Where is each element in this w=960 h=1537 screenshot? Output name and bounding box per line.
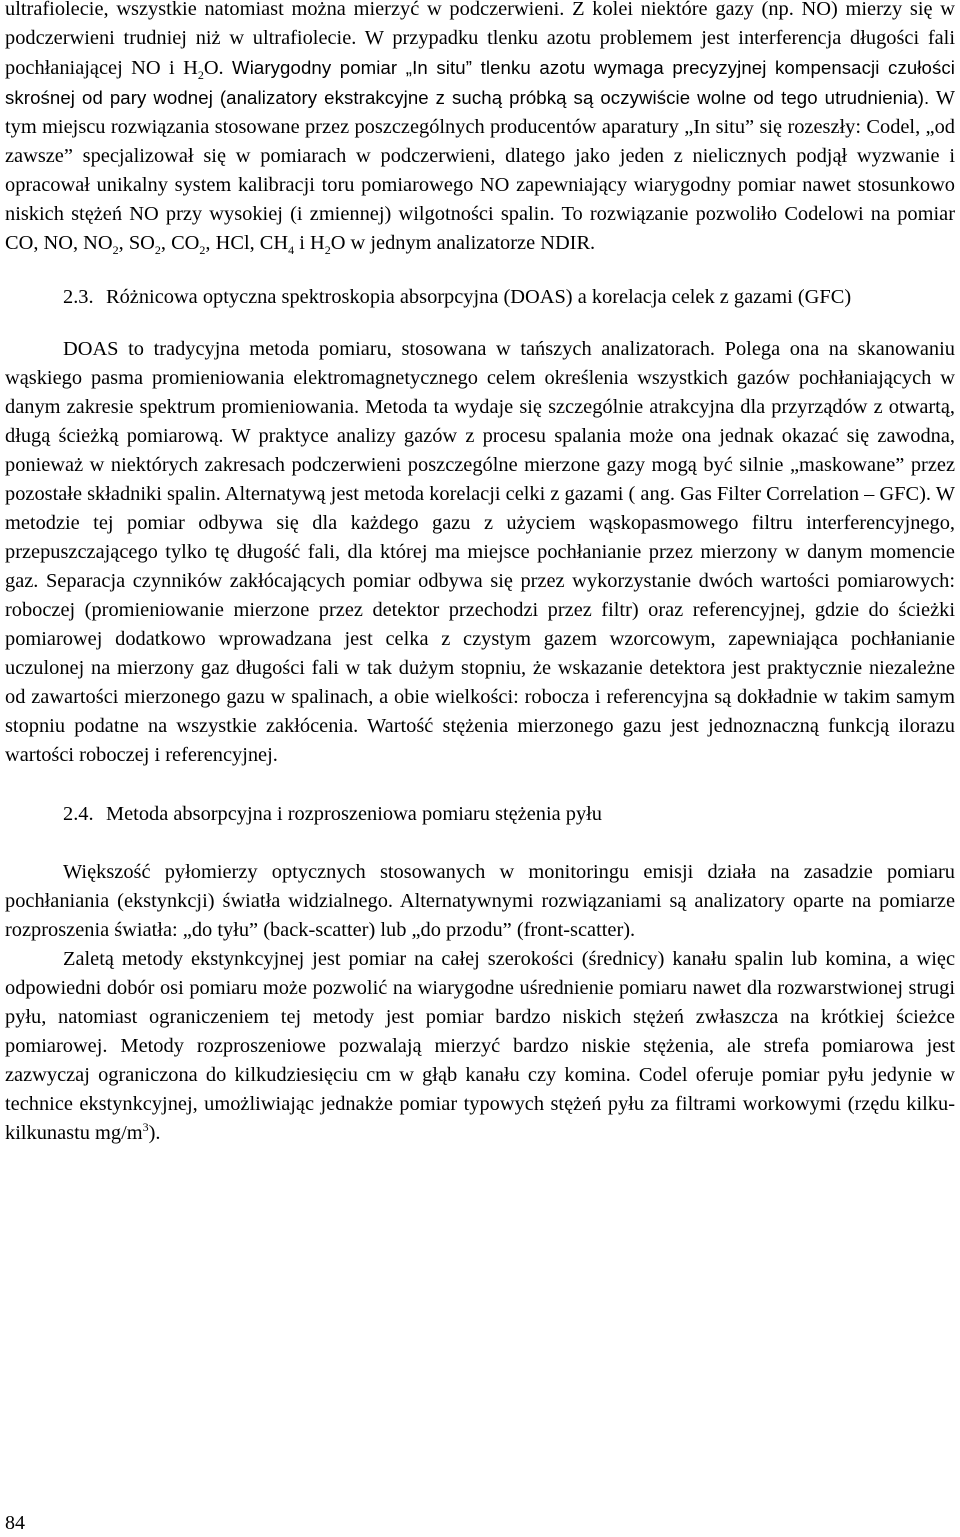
superscript: 3: [142, 1120, 149, 1134]
section-number: 2.4.: [63, 803, 94, 825]
section-title: Różnicowa optyczna spektroskopia absorpcyjna (DOAS) a korelacja celek z gazami (GFC): [106, 286, 852, 308]
spacer: [5, 770, 955, 800]
subscript: 2: [199, 243, 206, 257]
subscript: 2: [324, 243, 331, 257]
section-title: Metoda absorpcyjna i rozproszeniowa pomiaru stężenia pyłu: [106, 803, 603, 825]
section-number: 2.3.: [63, 286, 94, 308]
paragraph-text: O w jednym analizatorze NDIR.: [330, 232, 596, 254]
paragraph-dust-methods: Większość pyłomierzy optycznych stosowanych w monitoringu emisji działa na zasadzie pomiaru pochłaniania (ekstynkcji) światła widzialnego. Alternatywnymi rozwiązaniami są analizatory oparte na pomiarze rozproszenia światła: „do tyłu” (back-scatter) lub „do przodu” (front-scatter).: [5, 861, 955, 941]
spacer: [5, 258, 955, 283]
spacer: [5, 829, 955, 858]
page-number: 84: [5, 1512, 25, 1534]
paragraph-text: Zaletą metody ekstynkcyjnej jest pomiar na całej szerokości (średnicy) kanału spalin lub komina, a więc odpowiedni dobór osi pomiaru może pozwolić na wiarygodne uśrednienie pomiaru nawet dla rozwarstwionej strugi pyłu, natomiast ograniczeniem tej metody jest pomiar bardzo niskich stężeń zwłaszcza na krótkiej ścieżce pomiarowej. Metody rozproszeniowe pozwalają mierzyć bardzo niskie stężenia, ale strefa pomiarowa jest zazwyczaj ograniczona do kilkudziesięciu cm w głąb kanału czy komina. Codel oferuje pomiar pyłu jedynie w technice ekstynkcyjnej, umożliwiając jednakże pomiar typowych stężeń pyłu za filtrami workowymi (rzędu kilku-kilkunastu mg/m: [5, 948, 955, 1144]
paragraph-text-sans: Wiarygodny pomiar „In situ” tlenku azotu wymaga precyzyjnej kompensacji czułości skrośnej od pary wodnej (analizatory ekstrakcyjne z suchą próbką są oczywiście wolne od tego utrudnienia).: [5, 57, 955, 108]
paragraph-text: O.: [203, 57, 233, 79]
spacer: [5, 312, 955, 335]
subscript: 4: [288, 243, 295, 257]
paragraph-text: , CO: [160, 232, 200, 254]
paragraph-text: ).: [148, 1122, 161, 1144]
paragraph-text: , HCl, CH: [205, 232, 289, 254]
document-page: [5, 0, 955, 1148]
paragraph-extinction: [5, 945, 955, 1148]
subscript: 2: [197, 68, 204, 82]
paragraph-text: W tym miejscu rozwiązania stosowane przez poszczególnych producentów aparatury „In situ” się rozeszły: Codel, „od zawsze” specjalizował się w pomiarach w podczerwieni, dlatego jako jeden z nielicznych podjął wyzwanie i opracował unikalny system kalibracji toru pomiarowego NO zapewniający wiarygodny pomiar nawet stosunkowo niskich stężeń NO przy wysokiej (i zmiennej) wilgotności spalin. To rozwiązanie pozwoliło Codelowi na pomiar CO, NO, NO: [5, 87, 955, 254]
section-heading-2-3: [5, 283, 955, 312]
paragraph-text: , SO: [118, 232, 155, 254]
section-heading-2-4: [5, 800, 955, 829]
paragraph-text: ultrafiolecie, wszystkie natomiast można mierzyć w podczerwieni. Z kolei niektóre gazy (np. NO) mierzy się w podczerwieni trudniej niż w ultrafiolecie. W przypadku tlenku azotu problemem jest interferencja długości fali pochłaniającej NO i H: [5, 0, 955, 79]
paragraph-text: i H: [294, 232, 325, 254]
subscript: 2: [112, 243, 119, 257]
paragraph-doas: DOAS to tradycyjna metoda pomiaru, stosowana w tańszych analizatorach. Polega ona na skanowaniu wąskiego pasma promieniowania elektromagnetycznego celem określenia wszystkich gazów pochłaniających w danym zakresie spektrum promieniowania. Metoda ta wydaje się szczególnie atrakcyjna dla przyrządów z otwartą, długą ścieżką pomiarową. W praktyce analizy gazów z procesu spalania może ona jednak okazać się zawodna, ponieważ w niektórych zakresach podczerwieni poszczególne mierzone gazy mogą być silnie „maskowane” przez pozostałe składniki spalin. Alternatywą jest metoda korelacji celki z gazami ( ang. Gas Filter Correlation – GFC). W metodzie tej pomiar odbywa się dla każdego gazu z użyciem wąskopasmowego filtru interferencyjnego, przepuszczającego tylko tę długość fali, dla której ma miejsce pochłanianie przez mierzony w danym momencie gaz. Separacja czynników zakłócających pomiar odbywa się przez wykorzystanie dwóch wartości pomiarowych: roboczej (promieniowanie mierzone przez detektor przechodzi przez filtr) oraz referencyjnej, gdzie do ścieżki pomiarowej dodatkowo wprowadzana jest celka z czystym gazem wzorcowym, zapewniająca pochłanianie uczulonej na mierzony gaz długości fali w tak dużym stopniu, że wskazanie detektora jest praktycznie niezależne od zawartości mierzonego gazu w spalinach, a obie wielkości: robocza i referencyjna są dokładnie w takim samym stopniu podatne na wszystkie zakłócenia. Wartość stężenia mierzonego gazu jest jednoznaczną funkcją ilorazu wartości roboczej i referencyjnej.: [5, 338, 955, 766]
paragraph-ir-measurement: [5, 0, 955, 258]
subscript: 2: [154, 243, 161, 257]
